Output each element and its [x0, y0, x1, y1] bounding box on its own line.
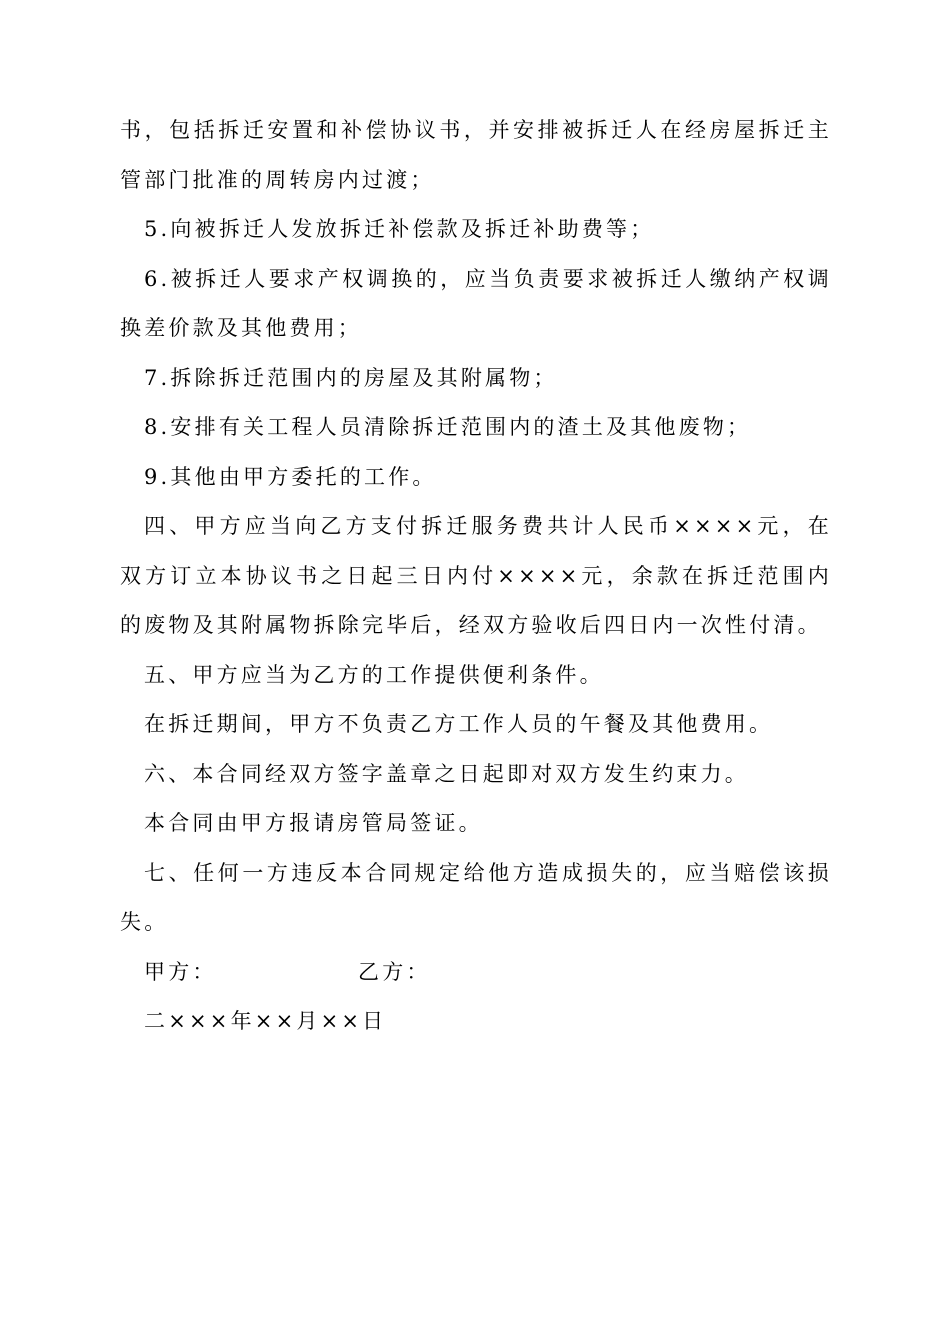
paragraph-item-8: 8.安排有关工程人员清除拆迁范围内的渣土及其他废物； [144, 415, 752, 439]
paragraph-clause-6: 六、本合同经双方签字盖章之日起即对双方发生约束力。 [144, 761, 749, 786]
paragraph-clause-5-note: 在拆迁期间，甲方不负责乙方工作人员的午餐及其他费用。 [144, 712, 774, 736]
party-b-label: 乙方： [358, 959, 431, 984]
signature-line [120, 948, 832, 998]
paragraph-continuation: 书，包括拆迁安置和补偿协议书，并安排被拆迁人在经房屋拆迁主管部门批准的周转房内过渡； [120, 118, 832, 192]
paragraph-clause-5: 五、甲方应当为乙方的工作提供便利条件。 [144, 662, 604, 687]
paragraph-item-9: 9.其他由甲方委托的工作。 [144, 464, 437, 489]
signing-date: 二×××年××月××日 [144, 1009, 387, 1033]
paragraph-item-5: 5.向被拆迁人发放拆迁补偿款及拆迁补助费等； [144, 217, 655, 241]
paragraph-item-6: 6.被拆迁人要求产权调换的，应当负责要求被拆迁人缴纳产权调换差价款及其他费用； [120, 266, 832, 340]
paragraph-clause-6-note: 本合同由甲方报请房管局签证。 [144, 811, 483, 835]
party-a-label: 甲方： [144, 959, 217, 984]
paragraph-item-7: 7.拆除拆迁范围内的房屋及其附属物； [144, 365, 558, 390]
paragraph-clause-7: 七、任何一方违反本合同规定给他方造成损失的，应当赔偿该损失。 [120, 860, 832, 934]
contract-body [120, 106, 832, 1047]
paragraph-clause-4: 四、甲方应当向乙方支付拆迁服务费共计人民币××××元，在双方订立本协议书之日起三日内付××××元，余款在拆迁范围内的废物及其附属物拆除完毕后，经双方验收后四日内一次性付清。 [120, 514, 832, 637]
